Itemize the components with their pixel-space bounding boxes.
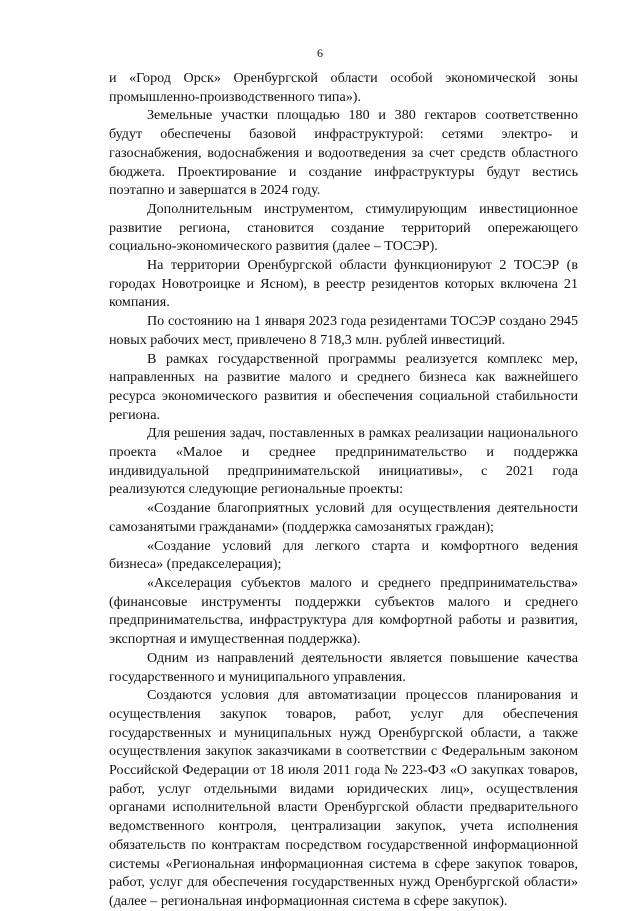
- page-number: 6: [317, 46, 323, 60]
- paragraph: Создаются условия для автоматизации процессов планирования и осуществления закупок товаров, работ, услуг для обеспечения государственных и муниципальных нужд Оренбургской области, а также осуществления закупок заказчиками в соответствии с Федеральным законом Российской Федерации от 18 июля 2011 года № 223-ФЗ «О закупках товаров, работ, услуг отдельными видами юридических лиц», осуществления органами исполнительной власти Оренбургской области предварительного ведомственного контроля, централизации закупок, учета исполнения обязательств по контрактам посредством государственной информационной системы «Региональная информационная система в сфере закупок товаров, работ, услуг для обеспечения государственных нужд Оренбургской области» (далее – региональная информационная система в сфере закупок).: [109, 687, 578, 909]
- paragraph: Дополнительным инструментом, стимулирующим инвестиционное развитие региона, становится создание территорий опережающего социально-экономического развития (далее – ТОСЭР).: [109, 200, 578, 255]
- list-item-project: «Создание условий для легкого старта и комфортного ведения бизнеса» (предакселерация);: [109, 537, 578, 573]
- paragraph: Для решения задач, поставленных в рамках реализации национального проекта «Малое и среднее предпринимательство и поддержка индивидуальной предпринимательской инициативы», с 2021 года реализуются следующие региональные проекты:: [109, 425, 578, 498]
- paragraph: Земельные участки площадью 180 и 380 гектаров соответственно будут обеспечены базовой инфраструктурой: сетями электро- и газоснабжения, водоснабжения и водоотведения за счет средств областного бюджета. Проектирование и создание инфраструктуры будут вестись поэтапно и завершатся в 2024 году.: [109, 107, 578, 199]
- paragraph: В рамках государственной программы реализуется комплекс мер, направленных на развитие малого и среднего бизнеса как важнейшего ресурса экономического развития и обеспечения социальной стабильности региона.: [109, 350, 578, 423]
- paragraph: Одним из направлений деятельности является повышение качества государственного и муниципального управления.: [109, 649, 578, 685]
- list-item-project: «Акселерация субъектов малого и среднего предпринимательства» (финансовые инструменты поддержки субъектов малого и среднего предпринимательства, инфраструктура для комфортной работы и развития, экспортная и имущественная поддержка).: [109, 574, 578, 648]
- list-item-project: «Создание благоприятных условий для осуществления деятельности самозанятыми гражданами» (поддержка самозанятых граждан);: [109, 500, 578, 535]
- paragraph: На территории Оренбургской области функционируют 2 ТОСЭР (в городах Новотроицке и Ясном), в реестр резидентов которых включена 21 компания.: [109, 257, 578, 311]
- paragraph: По состоянию на 1 января 2023 года резидентами ТОСЭР создано 2945 новых рабочих мест, привлечено 8 718,3 млн. рублей инвестиций.: [109, 313, 578, 348]
- document-body: [109, 69, 578, 911]
- paragraph-continuation: и «Город Орск» Оренбургской области особой экономической зоны промышленно-производственного типа»).: [109, 70, 578, 105]
